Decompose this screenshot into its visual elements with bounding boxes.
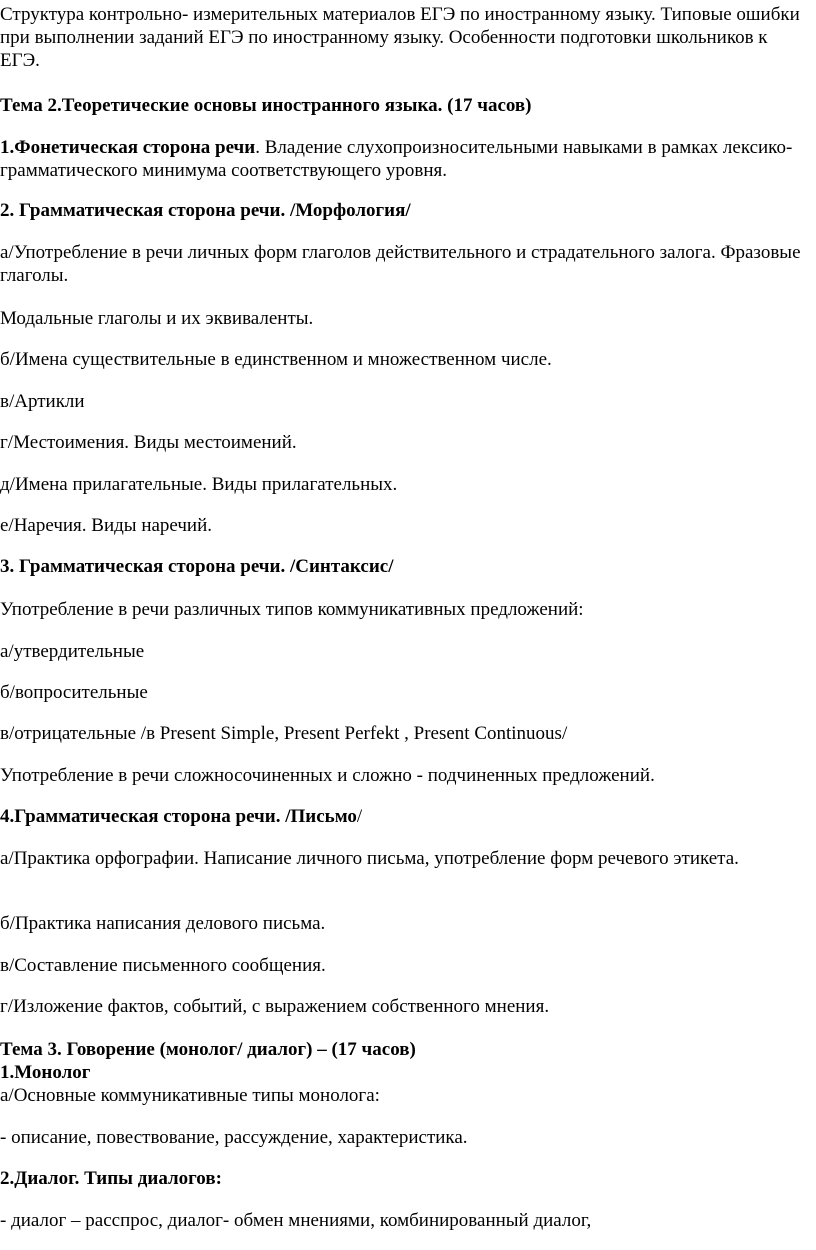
- writing-heading-bold: 4.Грамматическая сторона речи. /Письмо: [0, 806, 357, 827]
- morphology-item-v: в/Артикли: [0, 391, 85, 412]
- morphology-heading: 2. Грамматическая сторона речи. /Морфология/: [0, 200, 411, 221]
- syntax-item-a: а/утвердительные: [0, 641, 145, 662]
- phonetics-paragraph: [0, 136, 808, 182]
- monologue-item-a: а/Основные коммуникативные типы монолога:: [0, 1085, 380, 1106]
- intro-paragraph: Структура контрольно- измерительных материалов ЕГЭ по иностранному языку. Типовые ошибки при выполнении заданий ЕГЭ по иностранному языку. Особенности подготовки школьников к ЕГЭ.: [0, 4, 800, 71]
- syntax-intro: Употребление в речи различных типов коммуникативных предложений:: [0, 599, 584, 620]
- syntax-heading: 3. Грамматическая сторона речи. /Синтаксис/: [0, 556, 394, 577]
- topic-3-heading: Тема 3. Говорение (монолог/ диалог) – (17 часов): [0, 1039, 416, 1060]
- modal-verbs-line: Модальные глаголы и их эквиваленты.: [0, 308, 314, 329]
- morphology-item-g: г/Местоимения. Виды местоимений.: [0, 432, 297, 453]
- monologue-list: - описание, повествование, рассуждение, характеристика.: [0, 1127, 468, 1148]
- writing-item-g: г/Изложение фактов, событий, с выражением собственного мнения.: [0, 996, 550, 1017]
- syntax-item-v: в/отрицательные /в Present Simple, Present Perfekt , Present Continuous/: [0, 723, 568, 744]
- syntax-item-b: б/вопросительные: [0, 682, 148, 703]
- writing-heading: [0, 805, 808, 828]
- writing-item-v: в/Составление письменного сообщения.: [0, 955, 326, 976]
- phonetics-title: 1.Фонетическая сторона речи: [0, 137, 256, 158]
- phonetics-text: . Владение слухопроизносительными навыками в рамках лексико-грамматического минимума соответствующего уровня.: [0, 137, 793, 181]
- writing-heading-tail: /: [356, 806, 363, 827]
- morphology-item-a: а/Употребление в речи личных форм глаголов действительного и страдательного залога. Фразовые глаголы.: [0, 242, 801, 286]
- morphology-item-d: д/Имена прилагательные. Виды прилагательных.: [0, 474, 398, 495]
- writing-item-b: б/Практика написания делового письма.: [0, 913, 326, 934]
- writing-item-a: а/Практика орфографии. Написание личного письма, употребление форм речевого этикета.: [0, 848, 739, 869]
- dialogue-heading: 2.Диалог. Типы диалогов:: [0, 1168, 222, 1189]
- topic-2-heading: Тема 2.Теоретические основы иностранного языка. (17 часов): [0, 95, 532, 116]
- morphology-item-e: е/Наречия. Виды наречий.: [0, 515, 213, 536]
- complex-sentences-line: Употребление в речи сложносочиненных и сложно - подчиненных предложений.: [0, 765, 655, 786]
- dialogue-list: - диалог – расспрос, диалог- обмен мнениями, комбинированный диалог,: [0, 1210, 592, 1231]
- monologue-heading: 1.Монолог: [0, 1062, 91, 1083]
- morphology-item-b: б/Имена существительные в единственном и множественном числе.: [0, 349, 552, 370]
